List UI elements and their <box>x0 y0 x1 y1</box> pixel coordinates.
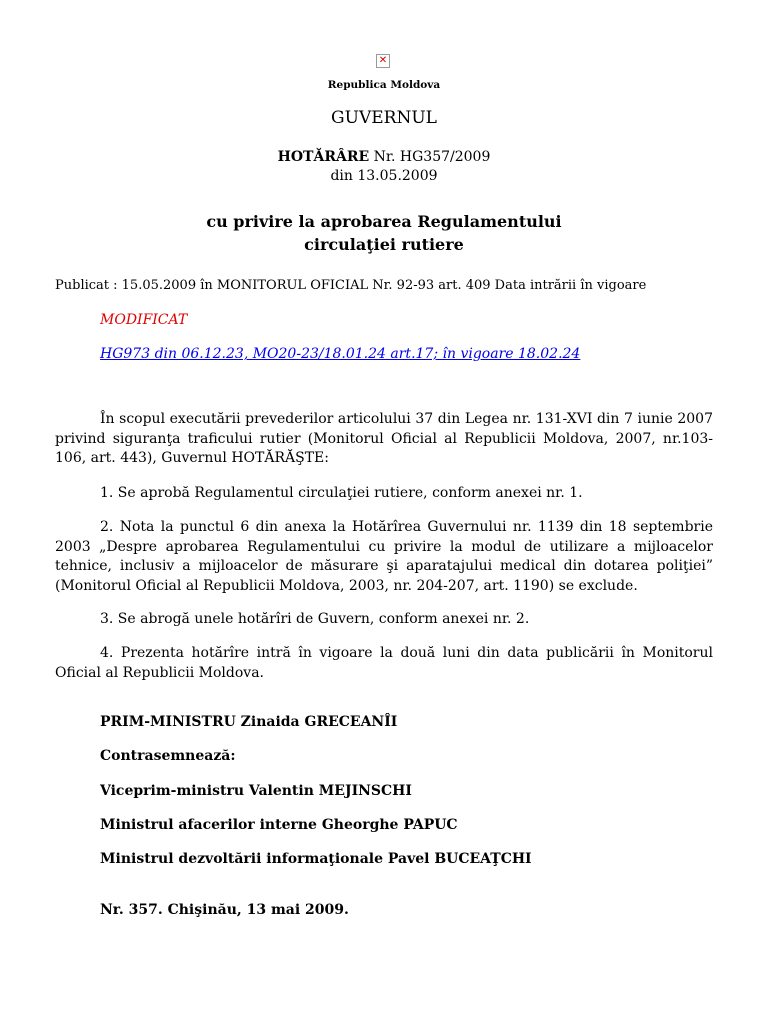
act-type: HOTĂRÂRE <box>277 149 370 165</box>
emblem-glyph: ✕ <box>378 55 388 66</box>
amendment-link[interactable]: HG973 din 06.12.23, MO20-23/18.01.24 art.17; în vigoare 18.02.24 <box>100 346 581 362</box>
institution-name: GUVERNUL <box>331 108 437 128</box>
article-1-paragraph: 1. Se aprobă Regulamentul circulaţiei rutiere, conform anexei nr. 1. <box>100 485 583 501</box>
closing-reference: Nr. 357. Chişinău, 13 mai 2009. <box>100 902 349 918</box>
act-subject <box>0 210 768 256</box>
act-date: din 13.05.2009 <box>330 168 438 184</box>
subject-line-2: circulaţiei rutiere <box>304 235 464 254</box>
article-3-paragraph: 3. Se abrogă unele hotărîri de Guvern, conform anexei nr. 2. <box>100 611 530 627</box>
act-number: Nr. HG357/2009 <box>373 149 491 165</box>
country-name: Republica Moldova <box>327 79 441 91</box>
article-2-paragraph: 2. Nota la punctul 6 din anexa la Hotărîrea Guvernului nr. 1139 din 18 septembrie 2003 „Despre aprobarea Regulamentului cu privire la modul de utilizare a mijloacelor tehnice, inclusiv a mijloacelor de măsurare şi aparatajului medical din dotarea poliţiei” (Monitorul Oficial al Republicii Moldova, 2003, nr. 204-207, art. 1190) se exclude. <box>55 519 713 594</box>
interior-minister-signature: Ministrul afacerilor interne Gheorghe PAPUC <box>100 817 458 833</box>
act-header <box>0 148 768 186</box>
deputy-pm-signature: Viceprim-ministru Valentin MEJINSCHI <box>100 783 412 799</box>
prime-minister-signature: PRIM-MINISTRU Zinaida GRECEANÎI <box>100 714 398 730</box>
preamble-paragraph: În scopul executării prevederilor articolului 37 din Legea nr. 131-XVI din 7 iunie 2007 privind siguranţa traficului rutier (Monitorul Oficial al Republicii Moldova, 2007, nr.103-106, art. 443), Guvernul HOTĂRĂŞTE: <box>55 411 713 466</box>
modified-label: MODIFICAT <box>100 312 188 328</box>
subject-line-1: cu privire la aprobarea Regulamentului <box>206 212 562 231</box>
it-minister-signature: Ministrul dezvoltării informaţionale Pavel BUCEAŢCHI <box>100 851 532 867</box>
publication-info: Publicat : 15.05.2009 în MONITORUL OFICIAL Nr. 92-93 art. 409 Data intrării în vigoare <box>55 278 647 293</box>
countersign-label: Contrasemnează: <box>100 748 236 764</box>
article-4-paragraph: 4. Prezenta hotărîre intră în vigoare la două luni din data publicării în Monitorul Oficial al Republicii Moldova. <box>55 645 713 681</box>
broken-image-icon <box>376 54 390 68</box>
